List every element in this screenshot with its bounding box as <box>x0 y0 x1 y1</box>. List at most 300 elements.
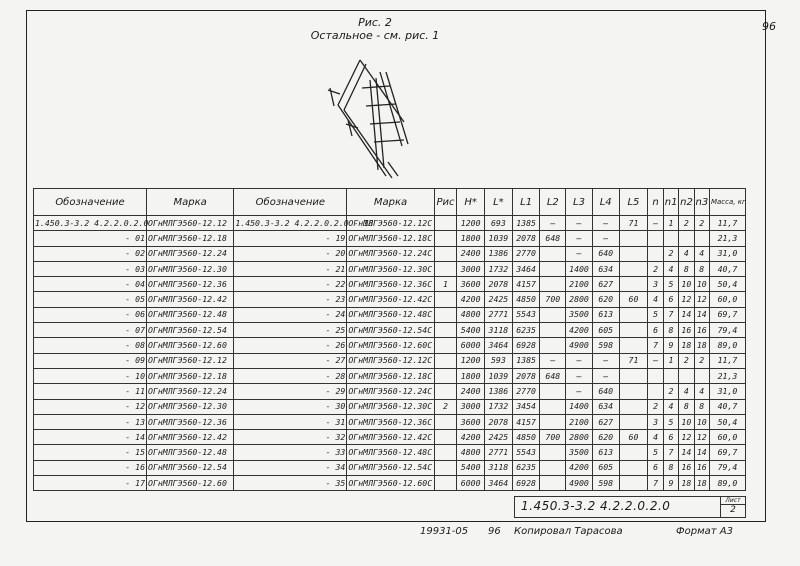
table-cell: 10 <box>679 414 694 429</box>
table-cell: - 14 <box>34 430 147 445</box>
table-row <box>34 460 746 475</box>
table-cell <box>540 414 566 429</box>
table-cell: 2771 <box>485 445 513 460</box>
table-row <box>34 292 746 307</box>
table-cell: 2 <box>694 216 709 231</box>
table-cell: - 07 <box>34 323 147 338</box>
sheet-box <box>720 497 745 517</box>
table-cell: ОГнМЛГЭ560-12.12С <box>347 353 434 368</box>
table-cell: - 16 <box>34 460 147 475</box>
table-row <box>34 430 746 445</box>
table-cell: 1386 <box>485 246 513 261</box>
table-cell: 3118 <box>485 460 513 475</box>
table-cell: ОГнМЛГЭ560-12.18С <box>347 231 434 246</box>
table-cell: - 02 <box>34 246 147 261</box>
table-cell: ОГнМЛГЭ560-12.30С <box>347 399 434 414</box>
sheet-label: Лист <box>721 497 745 505</box>
copied-by: Копировал Тарасова <box>514 526 623 537</box>
table-cell <box>540 277 566 292</box>
table-cell: 2100 <box>566 277 593 292</box>
table-cell: — <box>592 368 619 383</box>
table-cell: ОГнМЛГЭ560-12.18 <box>147 231 234 246</box>
table-cell: 1200 <box>457 353 485 368</box>
table-cell: 613 <box>592 445 619 460</box>
table-cell: 89,0 <box>709 476 745 491</box>
table-cell <box>434 231 457 246</box>
table-cell: - 29 <box>234 384 347 399</box>
table-header-row <box>34 189 746 216</box>
table-cell: 1386 <box>485 384 513 399</box>
table-cell: ОГнМЛГЭ560-12.24 <box>147 384 234 399</box>
table-cell: 1 <box>434 277 457 292</box>
table-cell: 8 <box>694 261 709 276</box>
table-cell <box>434 445 457 460</box>
table-cell: 5543 <box>512 445 540 460</box>
table-cell: 79,4 <box>709 460 745 475</box>
table-cell: 18 <box>679 476 694 491</box>
table-cell: 693 <box>485 216 513 231</box>
table-cell: 18 <box>694 338 709 353</box>
table-cell: 1 <box>663 353 678 368</box>
table-cell: 1 <box>663 216 678 231</box>
table-cell <box>648 368 663 383</box>
table-cell <box>648 231 663 246</box>
table-cell: 2771 <box>485 307 513 322</box>
table-cell: 3 <box>648 277 663 292</box>
table-cell: 700 <box>540 292 566 307</box>
table-cell: ОГнМЛГЭ560-12.36 <box>147 414 234 429</box>
table-cell: 3000 <box>457 261 485 276</box>
table-cell: ОГнМЛГЭ560-12.18С <box>347 368 434 383</box>
table-cell: 1400 <box>566 399 593 414</box>
table-cell: 12 <box>694 430 709 445</box>
table-cell: ОГнМЛГЭ560-12.54С <box>347 323 434 338</box>
table-cell: 4 <box>648 292 663 307</box>
table-cell <box>434 292 457 307</box>
table-cell: ОГнМЛГЭ560-12.24С <box>347 384 434 399</box>
table-cell: 4157 <box>512 277 540 292</box>
table-cell: 605 <box>592 460 619 475</box>
table-cell: ОГнМЛГЭ560-12.36С <box>347 414 434 429</box>
table-cell: 4800 <box>457 445 485 460</box>
table-cell: 1039 <box>485 231 513 246</box>
table-cell: ОГнМЛГЭ560-12.30С <box>347 261 434 276</box>
table-cell: ОГнМЛГЭ560-12.12С <box>347 216 434 231</box>
table-cell: 627 <box>592 414 619 429</box>
table-cell <box>434 460 457 475</box>
table-cell: 5 <box>663 277 678 292</box>
column-header: L* <box>485 189 513 216</box>
table-cell: — <box>648 353 663 368</box>
table-cell: 40,7 <box>709 399 745 414</box>
table-cell: 2800 <box>566 430 593 445</box>
table-cell: 3600 <box>457 277 485 292</box>
table-cell <box>648 246 663 261</box>
table-cell: 2770 <box>512 246 540 261</box>
table-cell: 5 <box>663 414 678 429</box>
table-cell: - 21 <box>234 261 347 276</box>
table-cell <box>540 460 566 475</box>
table-cell: 640 <box>592 384 619 399</box>
table-cell: 2078 <box>485 414 513 429</box>
table-cell: ОГнМЛГЭ560-12.48 <box>147 445 234 460</box>
table-cell: - 31 <box>234 414 347 429</box>
table-cell: ОГнМЛГЭ560-12.18 <box>147 368 234 383</box>
table-cell: 31,0 <box>709 384 745 399</box>
table-cell: 7 <box>663 307 678 322</box>
table-cell: - 13 <box>34 414 147 429</box>
table-row <box>34 445 746 460</box>
table-cell: 11,7 <box>709 353 745 368</box>
table-row <box>34 277 746 292</box>
table-cell: - 30 <box>234 399 347 414</box>
table-cell <box>434 307 457 322</box>
table-cell: 4 <box>648 430 663 445</box>
table-cell: 3118 <box>485 323 513 338</box>
table-cell <box>540 399 566 414</box>
table-cell: 4200 <box>457 430 485 445</box>
table-cell <box>540 323 566 338</box>
table-cell <box>434 414 457 429</box>
table-cell: - 19 <box>234 231 347 246</box>
inventory-number: 19931-05 <box>420 526 469 537</box>
table-cell: 69,7 <box>709 445 745 460</box>
table-cell: 1732 <box>485 399 513 414</box>
table-cell: 4 <box>679 384 694 399</box>
table-cell <box>619 277 648 292</box>
table-cell: 6235 <box>512 323 540 338</box>
table-cell: 1.450.3-3.2 4.2.2.0.2.0 <box>34 216 147 231</box>
table-cell: — <box>592 353 619 368</box>
table-cell: 620 <box>592 430 619 445</box>
table-row <box>34 368 746 383</box>
table-cell: 2078 <box>485 277 513 292</box>
table-cell: 3600 <box>457 414 485 429</box>
table-cell: 50,4 <box>709 414 745 429</box>
table-cell: - 32 <box>234 430 347 445</box>
table-cell: — <box>566 384 593 399</box>
table-cell: - 08 <box>34 338 147 353</box>
table-cell: 12 <box>679 430 694 445</box>
table-cell: 2 <box>434 399 457 414</box>
column-header: L4 <box>592 189 619 216</box>
table-cell: — <box>540 216 566 231</box>
specification-table <box>33 188 746 491</box>
table-cell: 21,3 <box>709 368 745 383</box>
table-cell: 1200 <box>457 216 485 231</box>
table-cell <box>540 384 566 399</box>
table-cell <box>679 231 694 246</box>
table-row <box>34 353 746 368</box>
table-cell: 4 <box>663 399 678 414</box>
table-cell: 69,7 <box>709 307 745 322</box>
table-cell: 71 <box>619 353 648 368</box>
table-cell <box>540 338 566 353</box>
table-cell: — <box>566 368 593 383</box>
table-cell: 6 <box>663 292 678 307</box>
table-cell: - 22 <box>234 277 347 292</box>
table-cell: 648 <box>540 368 566 383</box>
table-cell <box>619 445 648 460</box>
column-header: Марка <box>347 189 434 216</box>
column-header: n2 <box>679 189 694 216</box>
table-cell: 4850 <box>512 430 540 445</box>
table-cell: 18 <box>694 476 709 491</box>
table-cell: 4 <box>694 384 709 399</box>
table-cell: 3464 <box>485 476 513 491</box>
table-cell: ОГнМЛГЭ560-12.60С <box>347 476 434 491</box>
table-cell: — <box>592 216 619 231</box>
table-cell: 60 <box>619 292 648 307</box>
column-header: Обозначение <box>234 189 347 216</box>
table-cell: 60,0 <box>709 292 745 307</box>
table-cell: 14 <box>694 445 709 460</box>
column-header: L1 <box>512 189 540 216</box>
table-cell: - 11 <box>34 384 147 399</box>
table-cell: 4200 <box>457 292 485 307</box>
table-cell: 7 <box>648 338 663 353</box>
table-cell: 11,7 <box>709 216 745 231</box>
table-cell: 16 <box>694 323 709 338</box>
table-cell: - 05 <box>34 292 147 307</box>
table-cell: - 35 <box>234 476 347 491</box>
table-cell: 5 <box>648 307 663 322</box>
table-cell <box>540 476 566 491</box>
table-cell: 6928 <box>512 476 540 491</box>
table-cell: - 27 <box>234 353 347 368</box>
table-cell: 8 <box>679 399 694 414</box>
table-cell <box>434 368 457 383</box>
table-cell: — <box>566 231 593 246</box>
table-cell <box>434 476 457 491</box>
table-cell: 4900 <box>566 338 593 353</box>
table-cell: ОГнМЛГЭ560-12.54 <box>147 460 234 475</box>
table-cell <box>619 476 648 491</box>
table-cell: — <box>648 216 663 231</box>
table-row <box>34 384 746 399</box>
table-cell <box>663 368 678 383</box>
table-cell: ОГнМЛГЭ560-12.54 <box>147 323 234 338</box>
table-cell: 3500 <box>566 307 593 322</box>
table-cell <box>540 261 566 276</box>
table-cell <box>663 231 678 246</box>
table-cell: 1400 <box>566 261 593 276</box>
table-cell <box>619 368 648 383</box>
table-cell: 6928 <box>512 338 540 353</box>
table-cell: 627 <box>592 277 619 292</box>
table-cell: 2400 <box>457 246 485 261</box>
table-cell <box>434 384 457 399</box>
table-cell <box>434 430 457 445</box>
table-cell: 6 <box>663 430 678 445</box>
table-cell <box>619 231 648 246</box>
table-cell: - 20 <box>234 246 347 261</box>
table-cell: 14 <box>694 307 709 322</box>
table-cell <box>694 368 709 383</box>
table-cell: 89,0 <box>709 338 745 353</box>
table-cell: 6000 <box>457 476 485 491</box>
table-cell: - 10 <box>34 368 147 383</box>
table-cell: - 09 <box>34 353 147 368</box>
table-cell: 4 <box>663 261 678 276</box>
column-header: Марка <box>147 189 234 216</box>
sheet-number: 2 <box>730 505 736 515</box>
table-cell: 50,4 <box>709 277 745 292</box>
table-cell: 12 <box>694 292 709 307</box>
table-cell <box>619 261 648 276</box>
table-cell: - 25 <box>234 323 347 338</box>
table-cell: 2 <box>648 261 663 276</box>
table-cell: ОГнМЛГЭ560-12.60С <box>347 338 434 353</box>
table-cell: 21,3 <box>709 231 745 246</box>
table-row <box>34 323 746 338</box>
table-cell: 3000 <box>457 399 485 414</box>
table-cell: 5 <box>648 445 663 460</box>
table-cell: 4 <box>694 246 709 261</box>
table-cell: - 04 <box>34 277 147 292</box>
table-cell: 71 <box>619 216 648 231</box>
table-cell: 2800 <box>566 292 593 307</box>
table-cell: 2 <box>694 353 709 368</box>
table-cell <box>619 414 648 429</box>
table-cell <box>434 338 457 353</box>
table-cell <box>679 368 694 383</box>
table-cell: 4 <box>679 246 694 261</box>
table-cell <box>619 384 648 399</box>
table-cell <box>694 231 709 246</box>
table-cell: 3464 <box>512 261 540 276</box>
table-cell: 6 <box>648 323 663 338</box>
table-cell: 700 <box>540 430 566 445</box>
column-header: Обозначение <box>34 189 147 216</box>
table-cell: 2 <box>679 353 694 368</box>
table-cell: 8 <box>694 399 709 414</box>
table-cell: 4900 <box>566 476 593 491</box>
table-cell: 3500 <box>566 445 593 460</box>
table-cell: 14 <box>679 307 694 322</box>
column-header: n3 <box>694 189 709 216</box>
table-cell <box>648 384 663 399</box>
table-cell: 60 <box>619 430 648 445</box>
figure-caption <box>300 16 450 42</box>
table-cell: 598 <box>592 476 619 491</box>
table-cell: 3 <box>648 414 663 429</box>
table-cell: 60,0 <box>709 430 745 445</box>
table-cell: - 17 <box>34 476 147 491</box>
table-row <box>34 399 746 414</box>
table-cell: 5400 <box>457 323 485 338</box>
table-cell: - 26 <box>234 338 347 353</box>
table-cell: 6 <box>648 460 663 475</box>
table-cell: 16 <box>679 460 694 475</box>
table-cell: 2 <box>663 384 678 399</box>
table-cell: 620 <box>592 292 619 307</box>
table-cell: ОГнМЛГЭ560-12.30 <box>147 261 234 276</box>
table-cell: 2100 <box>566 414 593 429</box>
table-cell: - 03 <box>34 261 147 276</box>
table-cell: 16 <box>694 460 709 475</box>
table-cell: ОГнМЛГЭ560-12.60 <box>147 338 234 353</box>
table-cell <box>619 323 648 338</box>
title-block <box>514 496 746 518</box>
table-cell: 613 <box>592 307 619 322</box>
figure-note: Остальное - см. рис. 1 <box>310 29 440 42</box>
column-header: n <box>648 189 663 216</box>
table-cell <box>619 399 648 414</box>
table-cell: 10 <box>679 277 694 292</box>
table-cell: — <box>592 231 619 246</box>
table-cell <box>434 323 457 338</box>
table-cell: 2425 <box>485 292 513 307</box>
table-cell: ОГнМЛГЭ560-12.48С <box>347 307 434 322</box>
document-code: 1.450.3-3.2 4.2.2.0.2.0 <box>521 499 671 513</box>
table-row <box>34 476 746 491</box>
table-cell: 2400 <box>457 384 485 399</box>
table-cell: 31,0 <box>709 246 745 261</box>
table-cell: 79,4 <box>709 323 745 338</box>
table-cell: — <box>566 246 593 261</box>
table-cell: 2770 <box>512 384 540 399</box>
table-cell: 648 <box>540 231 566 246</box>
table-cell: 4157 <box>512 414 540 429</box>
table-cell: 8 <box>679 261 694 276</box>
table-cell: ОГнМЛГЭ560-12.60 <box>147 476 234 491</box>
table-cell: ОГнМЛГЭ560-12.12 <box>147 216 234 231</box>
ladder-drawing <box>318 50 418 180</box>
table-cell: 3454 <box>512 399 540 414</box>
table-cell: 1039 <box>485 368 513 383</box>
paper-format: Формат А3 <box>676 526 733 537</box>
table-row <box>34 216 746 231</box>
table-cell: 1732 <box>485 261 513 276</box>
table-cell: 7 <box>648 476 663 491</box>
column-header: H* <box>457 189 485 216</box>
table-cell: ОГнМЛГЭ560-12.30 <box>147 399 234 414</box>
column-header: L5 <box>619 189 648 216</box>
table-cell: ОГнМЛГЭ560-12.24С <box>347 246 434 261</box>
table-cell: - 23 <box>234 292 347 307</box>
table-cell: 1385 <box>512 353 540 368</box>
table-cell: 14 <box>679 445 694 460</box>
table-cell: ОГнМЛГЭ560-12.12 <box>147 353 234 368</box>
table-cell: 598 <box>592 338 619 353</box>
table-cell: ОГнМЛГЭ560-12.42С <box>347 430 434 445</box>
column-header: Масса, кг <box>709 189 745 216</box>
table-cell: 593 <box>485 353 513 368</box>
table-cell: ОГнМЛГЭ560-12.42 <box>147 430 234 445</box>
table-cell: 605 <box>592 323 619 338</box>
table-cell: — <box>540 353 566 368</box>
table-cell: 2 <box>679 216 694 231</box>
table-cell: - 33 <box>234 445 347 460</box>
table-cell: ОГнМЛГЭ560-12.48С <box>347 445 434 460</box>
table-cell: 12 <box>679 292 694 307</box>
column-header: L3 <box>566 189 593 216</box>
table-cell: 7 <box>663 445 678 460</box>
table-cell: 4850 <box>512 292 540 307</box>
table-cell: 4200 <box>566 323 593 338</box>
table-row <box>34 307 746 322</box>
table-cell <box>540 445 566 460</box>
footer-number: 96 <box>488 526 501 537</box>
table-cell: - 12 <box>34 399 147 414</box>
table-cell: 10 <box>694 277 709 292</box>
table-cell: 4200 <box>566 460 593 475</box>
table-cell: 2078 <box>512 368 540 383</box>
table-cell: 2078 <box>512 231 540 246</box>
table-cell: 9 <box>663 476 678 491</box>
table-cell: - 06 <box>34 307 147 322</box>
